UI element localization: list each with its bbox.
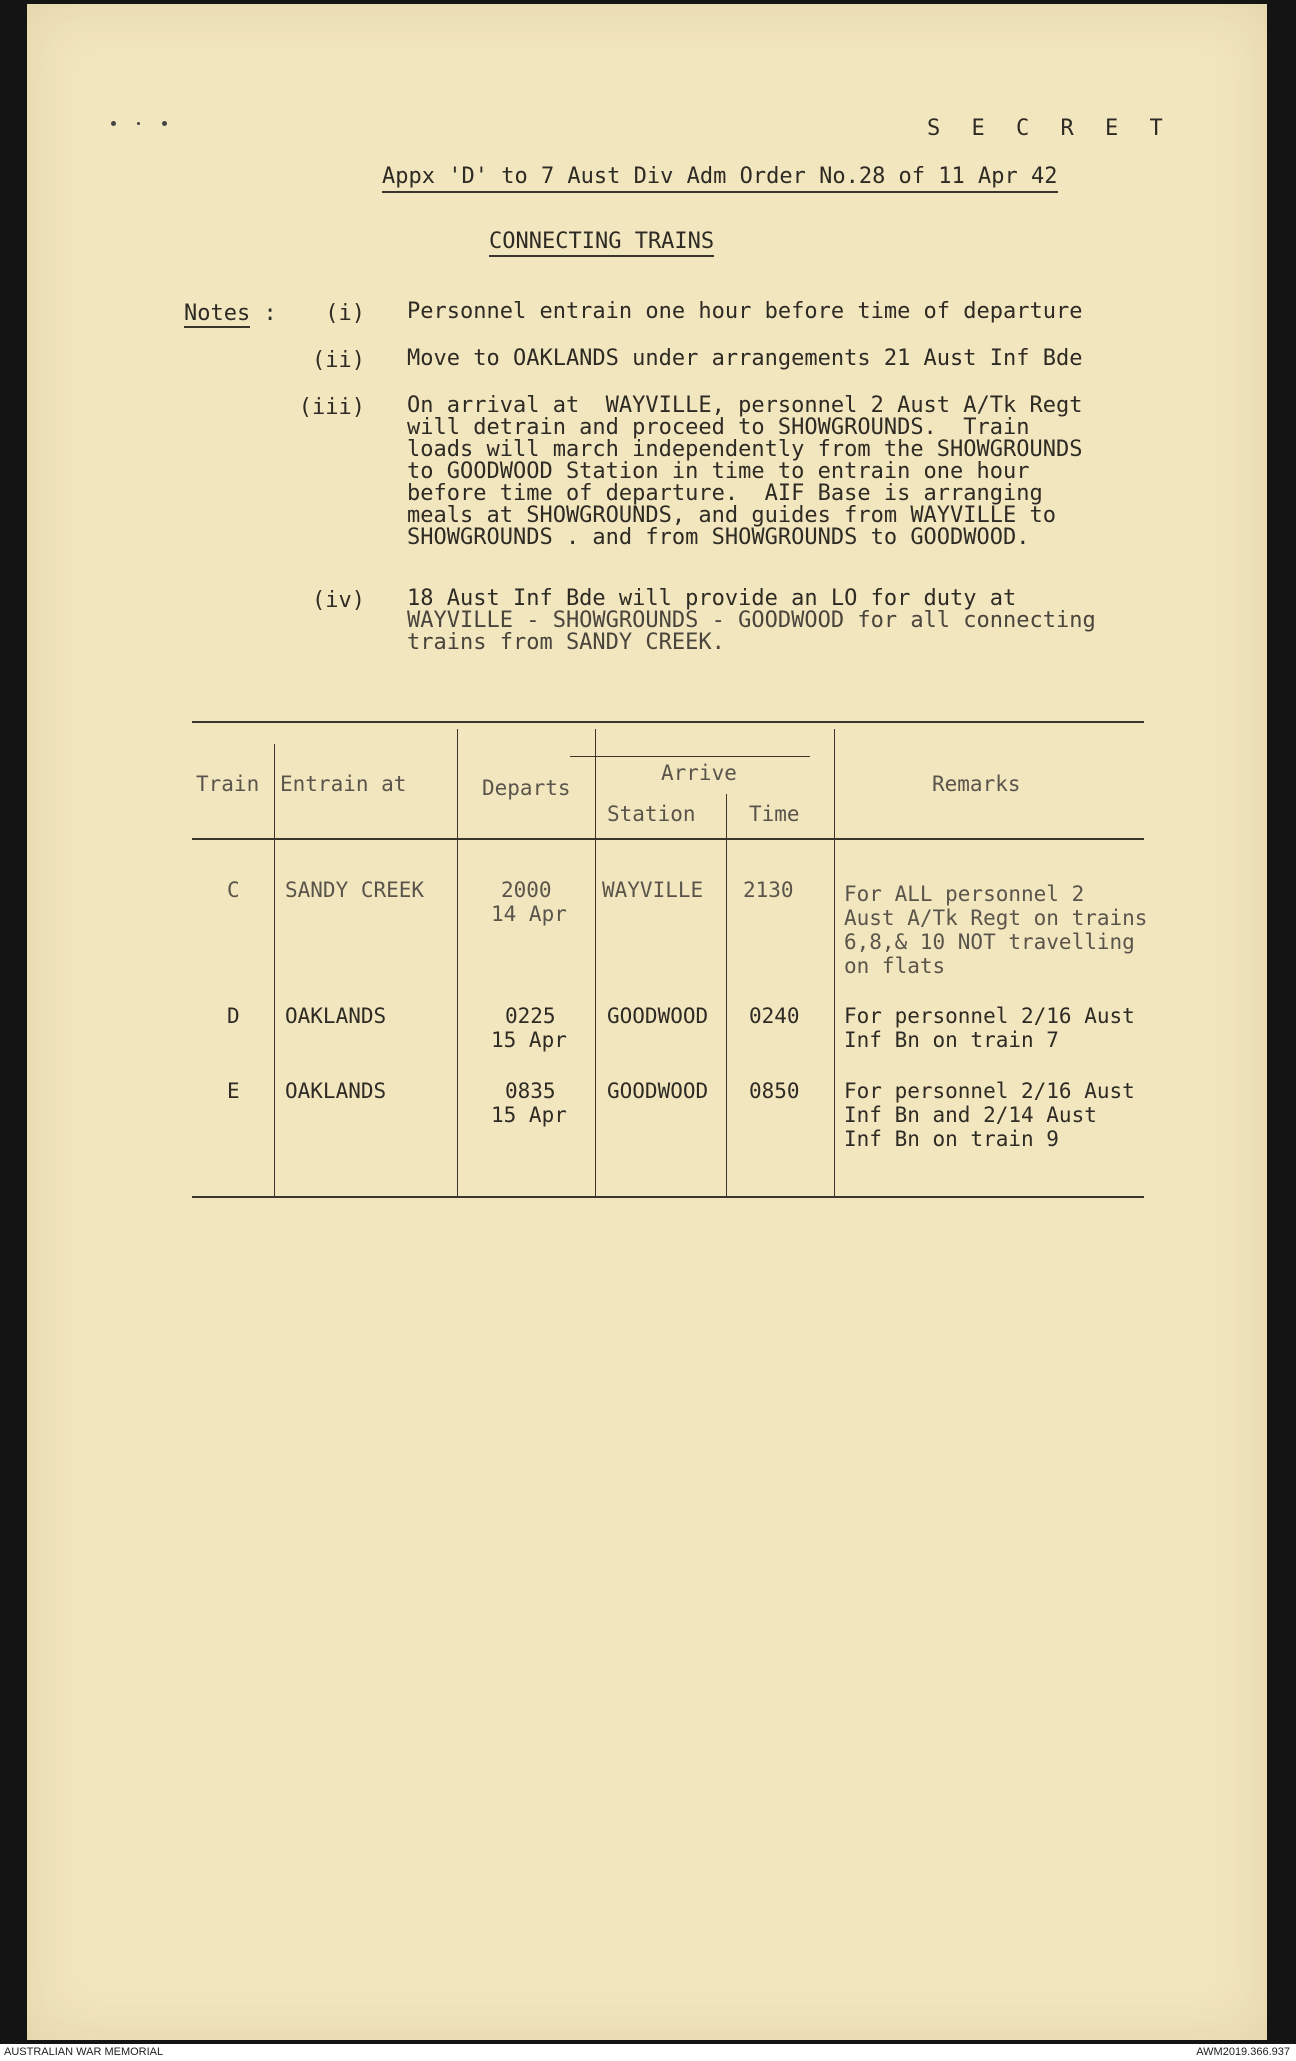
- notes-label: Notes :: [184, 301, 277, 326]
- arrive-time: 0850: [749, 1079, 800, 1103]
- remarks-line: Inf Bn on train 9: [844, 1127, 1059, 1151]
- depart-time: 0225: [505, 1004, 556, 1028]
- note-line: will detrain and proceed to SHOWGROUNDS. Train: [407, 415, 1030, 440]
- remarks-line: on flats: [844, 954, 946, 978]
- remarks-line: Inf Bn and 2/14 Aust: [844, 1103, 1097, 1127]
- note-line: On arrival at WAYVILLE, personnel 2 Aust A/Tk Regt: [407, 393, 1083, 418]
- note-line: before time of departure. AIF Base is arranging: [407, 481, 1043, 506]
- depart-date: 14 Apr: [491, 902, 567, 926]
- train-id: E: [227, 1079, 240, 1103]
- remarks-line: 6,8,& 10 NOT travelling: [844, 930, 1135, 954]
- header-entrain-at: Entrain at: [280, 772, 407, 796]
- remarks-line: For ALL personnel 2: [844, 882, 1085, 906]
- column-divider: [726, 794, 727, 1198]
- entrain-station: OAKLANDS: [285, 1079, 387, 1103]
- footer-catalogue-id: AWM2019.366.937: [1196, 2046, 1290, 2058]
- header-train: Train: [196, 772, 260, 796]
- note-line: Personnel entrain one hour before time of departure: [407, 299, 1083, 324]
- ink-speck: [162, 121, 167, 126]
- document-page: [27, 4, 1267, 2040]
- entrain-station: OAKLANDS: [285, 1004, 387, 1028]
- note-line: 18 Aust Inf Bde will provide an LO for duty at: [407, 586, 1017, 611]
- remarks-line: Inf Bn on train 7: [844, 1028, 1059, 1052]
- page-title: CONNECTING TRAINS: [489, 229, 714, 257]
- column-divider: [595, 729, 596, 1198]
- classification-label: S E C R E T: [927, 116, 1172, 141]
- column-divider: [274, 744, 275, 1198]
- note-number: (i): [325, 301, 365, 326]
- arrive-subheader-rule: [570, 756, 810, 757]
- depart-time: 0835: [505, 1079, 556, 1103]
- note-line: to GOODWOOD Station in time to entrain one hour: [407, 459, 1030, 484]
- notes-label-text: Notes: [184, 301, 251, 326]
- note-number: (iv): [312, 588, 365, 613]
- arrive-time: 2130: [743, 878, 794, 902]
- ink-speck: [137, 122, 140, 125]
- train-id: D: [227, 1004, 240, 1028]
- note-number: (ii): [312, 348, 365, 373]
- header-remarks: Remarks: [932, 772, 1021, 796]
- note-line: trains from SANDY CREEK.: [407, 630, 725, 655]
- entrain-station: SANDY CREEK: [285, 878, 425, 902]
- header-bottom-rule: [192, 838, 1144, 840]
- arrive-station: GOODWOOD: [607, 1079, 709, 1103]
- train-id: C: [227, 878, 240, 902]
- note-line: SHOWGROUNDS . and from SHOWGROUNDS to GOODWOOD.: [407, 525, 1030, 550]
- order-reference: Appx 'D' to 7 Aust Div Adm Order No.28 of 11 Apr 42: [382, 164, 1058, 193]
- remarks-line: For personnel 2/16 Aust: [844, 1004, 1135, 1028]
- archive-footer: [0, 2044, 1296, 2061]
- header-arrive: Arrive: [661, 761, 737, 785]
- depart-time: 2000: [501, 878, 552, 902]
- column-divider: [457, 729, 458, 1198]
- header-departs: Departs: [482, 776, 571, 800]
- depart-date: 15 Apr: [491, 1028, 567, 1052]
- arrive-station: GOODWOOD: [607, 1004, 709, 1028]
- header-station: Station: [607, 802, 696, 826]
- arrive-time: 0240: [749, 1004, 800, 1028]
- footer-institution: AUSTRALIAN WAR MEMORIAL: [4, 2046, 164, 2058]
- table-bottom-rule: [192, 1196, 1144, 1198]
- note-line: loads will march independently from the SHOWGROUNDS: [407, 437, 1083, 462]
- note-line: WAYVILLE - SHOWGROUNDS - GOODWOOD for all connecting: [407, 608, 1096, 633]
- remarks-line: Aust A/Tk Regt on trains: [844, 906, 1148, 930]
- depart-date: 15 Apr: [491, 1103, 567, 1127]
- remarks-line: For personnel 2/16 Aust: [844, 1079, 1135, 1103]
- header-time: Time: [749, 802, 800, 826]
- arrive-station: WAYVILLE: [602, 878, 704, 902]
- ink-speck: [111, 121, 116, 126]
- column-divider: [834, 729, 835, 1198]
- note-line: meals at SHOWGROUNDS, and guides from WAYVILLE to: [407, 503, 1057, 528]
- table-top-rule: [192, 721, 1144, 723]
- note-line: Move to OAKLANDS under arrangements 21 Aust Inf Bde: [407, 346, 1083, 371]
- note-number: (iii): [298, 395, 365, 420]
